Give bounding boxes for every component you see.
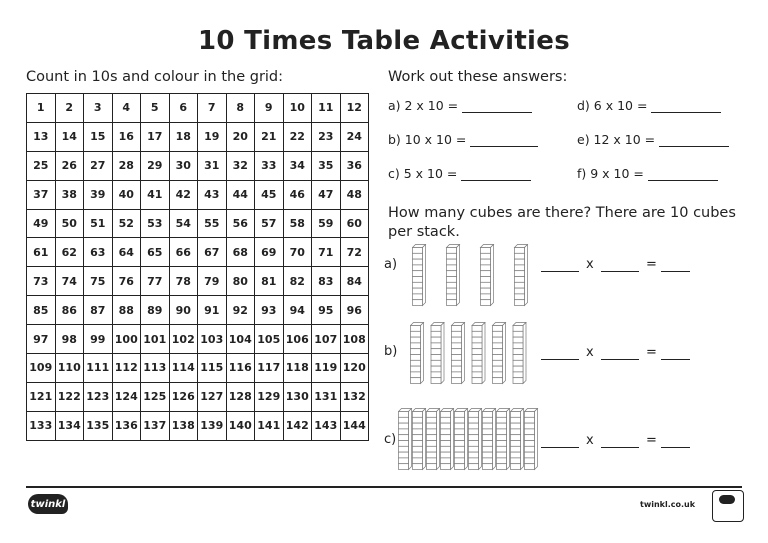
times-symbol-c: x (586, 433, 594, 448)
times-symbol-b: x (586, 345, 594, 360)
grid-cell-138[interactable]: 138 (169, 411, 198, 440)
grid-cell-120[interactable]: 120 (340, 354, 369, 383)
grid-cell-71[interactable]: 71 (312, 238, 341, 267)
grid-cell-31[interactable]: 31 (198, 151, 227, 180)
website-text: twinkl.co.uk (640, 500, 696, 509)
cube-stack (469, 409, 482, 470)
blank-c-2[interactable] (601, 437, 639, 448)
grid-cell-52[interactable]: 52 (112, 209, 141, 238)
grid-cell-39[interactable]: 39 (84, 180, 113, 209)
grid-cell-70[interactable]: 70 (283, 238, 312, 267)
grid-cell-78[interactable]: 78 (169, 267, 198, 296)
grid-cell-4[interactable]: 4 (112, 94, 141, 123)
grid-row (27, 267, 369, 296)
grid-cell-46[interactable]: 46 (283, 180, 312, 209)
grid-cell-50[interactable]: 50 (55, 209, 84, 238)
grid-cell-18[interactable]: 18 (169, 122, 198, 151)
grid-cell-74[interactable]: 74 (55, 267, 84, 296)
grid-cell-25[interactable]: 25 (27, 151, 56, 180)
grid-cell-73[interactable]: 73 (27, 267, 56, 296)
question-e (577, 132, 729, 147)
cube-row-c-letter: c) (384, 432, 397, 447)
question-f-text: f) 9 x 10 = (577, 166, 644, 181)
grid-cell-42[interactable]: 42 (169, 180, 198, 209)
grid-cell-6[interactable]: 6 (169, 94, 198, 123)
grid-cell-117[interactable]: 117 (255, 354, 284, 383)
grid-cell-21[interactable]: 21 (255, 122, 284, 151)
grid-cell-77[interactable]: 77 (141, 267, 170, 296)
grid-cell-49[interactable]: 49 (27, 209, 56, 238)
grid-cell-41[interactable]: 41 (141, 180, 170, 209)
grid-cell-58[interactable]: 58 (283, 209, 312, 238)
cube-stack (427, 409, 440, 470)
grid-cell-16[interactable]: 16 (112, 122, 141, 151)
grid-cell-106[interactable]: 106 (283, 325, 312, 354)
grid-cell-33[interactable]: 33 (255, 151, 284, 180)
answer-line-c[interactable] (461, 168, 531, 181)
grid-cell-79[interactable]: 79 (198, 267, 227, 296)
hundred-grid (26, 93, 369, 441)
grid-cell-113[interactable]: 113 (141, 354, 170, 383)
grid-cell-103[interactable]: 103 (198, 325, 227, 354)
grid-cell-51[interactable]: 51 (84, 209, 113, 238)
grid-cell-115[interactable]: 115 (198, 354, 227, 383)
grid-cell-86[interactable]: 86 (55, 296, 84, 325)
twinkl-logo: twinkl (28, 494, 68, 514)
grid-cell-92[interactable]: 92 (226, 296, 255, 325)
blank-a-3[interactable] (661, 261, 690, 272)
question-e-text: e) 12 x 10 = (577, 132, 656, 147)
grid-cell-3[interactable]: 3 (84, 94, 113, 123)
grid-cell-40[interactable]: 40 (112, 180, 141, 209)
cube-row-b-letter: b) (384, 344, 398, 359)
grid-cell-119[interactable]: 119 (312, 354, 341, 383)
grid-row (27, 180, 369, 209)
answer-line-e[interactable] (659, 134, 729, 147)
grid-cell-128[interactable]: 128 (226, 382, 255, 411)
blank-a-1[interactable] (541, 261, 579, 272)
grid-cell-104[interactable]: 104 (226, 325, 255, 354)
grid-cell-124[interactable]: 124 (112, 382, 141, 411)
grid-row (27, 354, 369, 383)
page-title: 10 Times Table Activities (198, 26, 570, 56)
grid-cell-20[interactable]: 20 (226, 122, 255, 151)
grid-cell-28[interactable]: 28 (112, 151, 141, 180)
grid-cell-87[interactable]: 87 (84, 296, 113, 325)
grid-cell-48[interactable]: 48 (340, 180, 369, 209)
blank-c-3[interactable] (661, 437, 690, 448)
grid-cell-127[interactable]: 127 (198, 382, 227, 411)
grid-cell-27[interactable]: 27 (84, 151, 113, 180)
blank-c-1[interactable] (541, 437, 579, 448)
equals-symbol-b: = (646, 345, 657, 360)
grid-cell-57[interactable]: 57 (255, 209, 284, 238)
grid-cell-75[interactable]: 75 (84, 267, 113, 296)
grid-cell-67[interactable]: 67 (198, 238, 227, 267)
grid-cell-65[interactable]: 65 (141, 238, 170, 267)
grid-cell-61[interactable]: 61 (27, 238, 56, 267)
grid-cell-13[interactable]: 13 (27, 122, 56, 151)
cube-stack (413, 409, 426, 470)
grid-row (27, 238, 369, 267)
answer-line-d[interactable] (651, 100, 721, 113)
grid-cell-109[interactable]: 109 (27, 354, 56, 383)
grid-cell-30[interactable]: 30 (169, 151, 198, 180)
grid-cell-101[interactable]: 101 (141, 325, 170, 354)
grid-cell-108[interactable]: 108 (340, 325, 369, 354)
question-a-text: a) 2 x 10 = (388, 98, 459, 113)
grid-cell-136[interactable]: 136 (112, 411, 141, 440)
grid-cell-142[interactable]: 142 (283, 411, 312, 440)
grid-cell-26[interactable]: 26 (55, 151, 84, 180)
grid-cell-130[interactable]: 130 (283, 382, 312, 411)
grid-row (27, 122, 369, 151)
grid-cell-99[interactable]: 99 (84, 325, 113, 354)
grid-cell-80[interactable]: 80 (226, 267, 255, 296)
grid-cell-114[interactable]: 114 (169, 354, 198, 383)
question-a (388, 98, 532, 113)
grid-cell-15[interactable]: 15 (84, 122, 113, 151)
grid-cell-7[interactable]: 7 (198, 94, 227, 123)
grid-cell-68[interactable]: 68 (226, 238, 255, 267)
grid-cell-102[interactable]: 102 (169, 325, 198, 354)
grid-cell-96[interactable]: 96 (340, 296, 369, 325)
answers-instruction: Work out these answers: (388, 69, 568, 85)
grid-cell-112[interactable]: 112 (112, 354, 141, 383)
grid-cell-32[interactable]: 32 (226, 151, 255, 180)
blank-b-1[interactable] (541, 349, 579, 360)
cube-stack (399, 409, 412, 470)
grid-cell-121[interactable]: 121 (27, 382, 56, 411)
grid-cell-38[interactable]: 38 (55, 180, 84, 209)
grid-cell-116[interactable]: 116 (226, 354, 255, 383)
question-c-text: c) 5 x 10 = (388, 166, 458, 181)
cube-stack (452, 323, 465, 384)
cube-stack (515, 245, 528, 306)
grid-cell-91[interactable]: 91 (198, 296, 227, 325)
grid-cell-141[interactable]: 141 (255, 411, 284, 440)
question-c (388, 166, 531, 181)
grid-cell-17[interactable]: 17 (141, 122, 170, 151)
blank-b-2[interactable] (601, 349, 639, 360)
grid-cell-85[interactable]: 85 (27, 296, 56, 325)
grid-cell-105[interactable]: 105 (255, 325, 284, 354)
grid-cell-5[interactable]: 5 (141, 94, 170, 123)
equals-symbol-a: = (646, 257, 657, 272)
cube-row-a-letter: a) (384, 257, 398, 272)
grid-cell-84[interactable]: 84 (340, 267, 369, 296)
question-d (577, 98, 721, 113)
stacks-a-svg (412, 244, 556, 308)
grid-cell-29[interactable]: 29 (141, 151, 170, 180)
grid-cell-10[interactable]: 10 (283, 94, 312, 123)
grid-cell-134[interactable]: 134 (55, 411, 84, 440)
quality-badge-icon (712, 490, 744, 522)
grid-cell-95[interactable]: 95 (312, 296, 341, 325)
grid-cell-34[interactable]: 34 (283, 151, 312, 180)
grid-cell-35[interactable]: 35 (312, 151, 341, 180)
cube-stack (431, 323, 444, 384)
question-d-text: d) 6 x 10 = (577, 98, 648, 113)
grid-cell-53[interactable]: 53 (141, 209, 170, 238)
stacks-b-svg (410, 322, 541, 386)
grid-instruction: Count in 10s and colour in the grid: (26, 69, 284, 85)
grid-cell-83[interactable]: 83 (312, 267, 341, 296)
blank-a-2[interactable] (601, 261, 639, 272)
answer-line-b[interactable] (470, 134, 538, 147)
grid-cell-110[interactable]: 110 (55, 354, 84, 383)
answer-line-f[interactable] (648, 168, 718, 181)
grid-cell-56[interactable]: 56 (226, 209, 255, 238)
cube-stack (493, 323, 506, 384)
question-b-text: b) 10 x 10 = (388, 132, 467, 147)
grid-cell-125[interactable]: 125 (141, 382, 170, 411)
grid-cell-131[interactable]: 131 (312, 382, 341, 411)
grid-cell-19[interactable]: 19 (198, 122, 227, 151)
cube-stack (513, 323, 526, 384)
grid-cell-140[interactable]: 140 (226, 411, 255, 440)
grid-cell-144[interactable]: 144 (340, 411, 369, 440)
grid-cell-143[interactable]: 143 (312, 411, 341, 440)
grid-cell-97[interactable]: 97 (27, 325, 56, 354)
cube-stack (447, 245, 460, 306)
grid-cell-107[interactable]: 107 (312, 325, 341, 354)
grid-row (27, 296, 369, 325)
cubes-instruction: How many cubes are there? There are 10 cubes per stack. (388, 205, 736, 240)
cube-stack (413, 245, 426, 306)
cube-stack (411, 323, 424, 384)
cube-stack (525, 409, 538, 470)
grid-cell-14[interactable]: 14 (55, 122, 84, 151)
grid-cell-12[interactable]: 12 (340, 94, 369, 123)
grid-cell-11[interactable]: 11 (312, 94, 341, 123)
grid-cell-60[interactable]: 60 (340, 209, 369, 238)
blank-b-3[interactable] (661, 349, 690, 360)
cube-stack (455, 409, 468, 470)
cube-stack (472, 323, 485, 384)
grid-cell-90[interactable]: 90 (169, 296, 198, 325)
grid-row (27, 411, 369, 440)
grid-cell-93[interactable]: 93 (255, 296, 284, 325)
cube-stack (481, 245, 494, 306)
grid-cell-8[interactable]: 8 (226, 94, 255, 123)
grid-cell-129[interactable]: 129 (255, 382, 284, 411)
cube-stack (441, 409, 454, 470)
equals-symbol-c: = (646, 433, 657, 448)
cube-stack (497, 409, 510, 470)
grid-cell-69[interactable]: 69 (255, 238, 284, 267)
footer-divider (26, 486, 742, 488)
grid-cell-122[interactable]: 122 (55, 382, 84, 411)
grid-row (27, 151, 369, 180)
grid-cell-133[interactable]: 133 (27, 411, 56, 440)
answer-line-a[interactable] (462, 100, 532, 113)
grid-cell-66[interactable]: 66 (169, 238, 198, 267)
grid-cell-36[interactable]: 36 (340, 151, 369, 180)
grid-row (27, 325, 369, 354)
grid-cell-111[interactable]: 111 (84, 354, 113, 383)
grid-cell-59[interactable]: 59 (312, 209, 341, 238)
grid-cell-135[interactable]: 135 (84, 411, 113, 440)
grid-cell-118[interactable]: 118 (283, 354, 312, 383)
grid-cell-137[interactable]: 137 (141, 411, 170, 440)
grid-cell-1[interactable]: 1 (27, 94, 56, 123)
grid-cell-100[interactable]: 100 (112, 325, 141, 354)
grid-cell-54[interactable]: 54 (169, 209, 198, 238)
grid-cell-76[interactable]: 76 (112, 267, 141, 296)
grid-cell-64[interactable]: 64 (112, 238, 141, 267)
grid-cell-44[interactable]: 44 (226, 180, 255, 209)
grid-cell-45[interactable]: 45 (255, 180, 284, 209)
grid-cell-81[interactable]: 81 (255, 267, 284, 296)
grid-cell-88[interactable]: 88 (112, 296, 141, 325)
question-b (388, 132, 538, 147)
grid-cell-132[interactable]: 132 (340, 382, 369, 411)
grid-cell-37[interactable]: 37 (27, 180, 56, 209)
grid-cell-89[interactable]: 89 (141, 296, 170, 325)
grid-cell-72[interactable]: 72 (340, 238, 369, 267)
times-symbol-a: x (586, 257, 594, 272)
cube-stack (511, 409, 524, 470)
grid-cell-24[interactable]: 24 (340, 122, 369, 151)
grid-cell-94[interactable]: 94 (283, 296, 312, 325)
cube-stack (483, 409, 496, 470)
grid-cell-22[interactable]: 22 (283, 122, 312, 151)
grid-cell-123[interactable]: 123 (84, 382, 113, 411)
grid-cell-126[interactable]: 126 (169, 382, 198, 411)
grid-cell-2[interactable]: 2 (55, 94, 84, 123)
grid-cell-63[interactable]: 63 (84, 238, 113, 267)
grid-cell-23[interactable]: 23 (312, 122, 341, 151)
grid-cell-55[interactable]: 55 (198, 209, 227, 238)
grid-cell-47[interactable]: 47 (312, 180, 341, 209)
question-f (577, 166, 718, 181)
grid-cell-98[interactable]: 98 (55, 325, 84, 354)
grid-row (27, 382, 369, 411)
grid-cell-139[interactable]: 139 (198, 411, 227, 440)
grid-cell-43[interactable]: 43 (198, 180, 227, 209)
grid-row (27, 209, 369, 238)
grid-cell-82[interactable]: 82 (283, 267, 312, 296)
stacks-c-svg (398, 408, 546, 472)
grid-row (27, 94, 369, 123)
grid-cell-9[interactable]: 9 (255, 94, 284, 123)
grid-cell-62[interactable]: 62 (55, 238, 84, 267)
